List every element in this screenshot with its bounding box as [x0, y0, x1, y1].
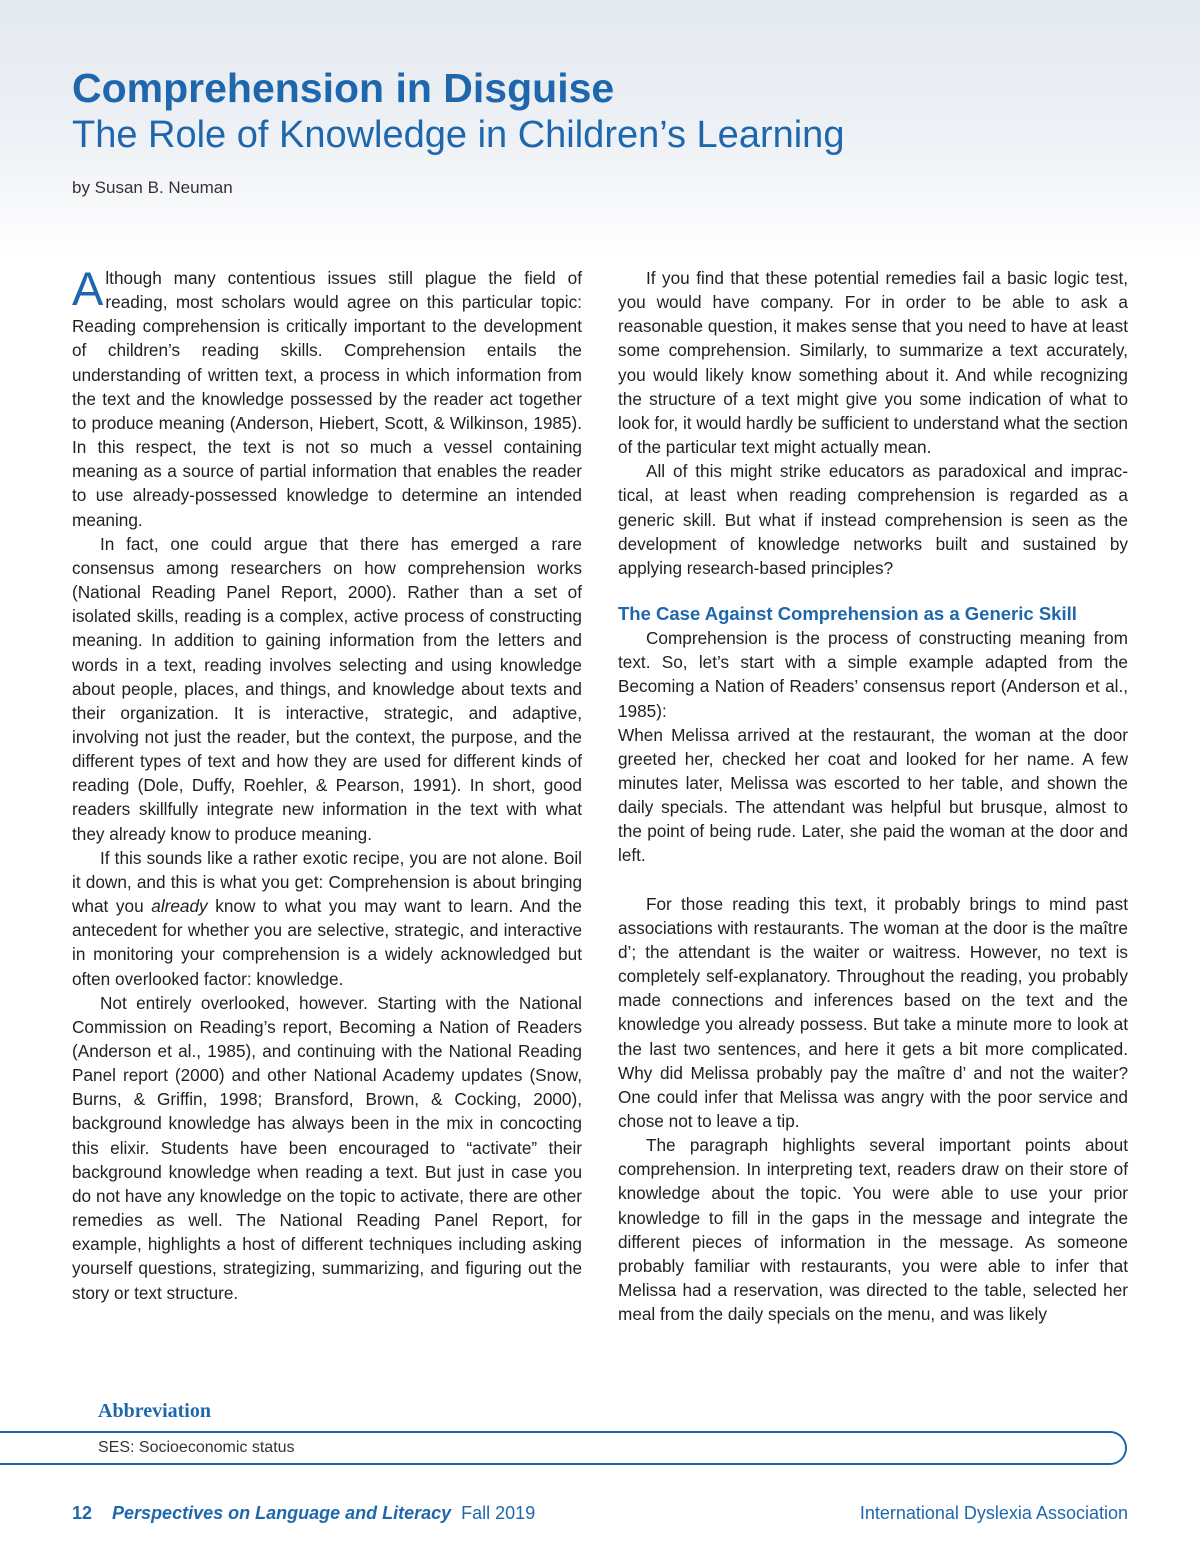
- issue-date: Fall 2019: [461, 1503, 536, 1523]
- article-title: Comprehension in Disguise: [72, 65, 615, 111]
- organization-name: International Dyslexia Association: [859, 1503, 1128, 1523]
- section-heading: The Case Against Comprehension as a Generic Skill: [618, 603, 1077, 625]
- article-subtitle: The Role of Knowledge in Children’s Learning: [72, 114, 845, 156]
- paragraph: The paragraph highlights several important points about comprehension. In interpreting text, readers draw on their store of knowledge about the topic. You were able to use your prior knowledge to fill in the gaps in the message and integrate the different pieces of information in the message. As someone probably familiar with restaurants, you were able to infer that Melissa had a reservation, was directed to the table, selected her meal from the daily specials on the menu, and was likely: [618, 1135, 1128, 1325]
- paragraph: Not entirely overlooked, however. Starting with the National Commission on Reading’s report, Becoming a Nation of Readers (Anderson et al., 1985), and continuing with the National Reading Panel report (2000) and other National Academy updates (Snow, Burns, & Griffin, 1998; Bransford, Brown, & Cocking, 2000), background knowledge has always been in the mix in concocting this elixir. Students have been encouraged to “activate” their background knowledge when reading a text. But just in case you do not have any knowledge on the topic to activate, there are other remedies as well. The National Reading Panel Report, for example, highlights a host of different techniques including asking yourself questions, strategizing, summarizing, and figuring out the story or text structure.: [72, 992, 582, 1303]
- page-footer: [72, 1500, 1128, 1526]
- page-number: 12: [72, 1503, 93, 1523]
- drop-cap: A: [72, 262, 104, 315]
- paragraph: [72, 846, 582, 991]
- right-column: [618, 266, 1128, 1326]
- byline: by Susan B. Neuman: [72, 178, 233, 197]
- paragraph-text: If this sounds like a rather exotic recipe, you are not alone. Boil it down, and this is what you get: Comprehension is about bringing what you: [72, 847, 582, 917]
- abbreviation-text: SES: Socioeconomic status: [98, 1439, 295, 1456]
- emphasis-text: already: [151, 896, 208, 917]
- paragraph-text: lthough many contentious issues still plague the field of reading, most scholars would agree on this particular topic: Reading comprehension is critically important to the development of children’s reading skills. Comprehension entails the understanding of written text, a process in which information from the text and the knowledge possessed by the reader act together to produce meaning (Anderson, Hiebert, Scott, & Wilkinson, 1985). In this respect, the text is not so much a vessel containing meaning as a source of partial information that enables the reader to use already-possessed knowledge to determine an intended meaning.: [72, 268, 582, 530]
- journal-name: Perspectives on Language and Literacy: [112, 1503, 452, 1523]
- paragraph: [72, 262, 582, 532]
- left-column: [72, 262, 582, 1305]
- paragraph: All of this might strike educators as paradoxical and impractical, at least when reading comprehension is regarded as a generic skill. But what if instead comprehension is seen as the development of knowledge networks built and sustained by applying research-based principles?: [618, 461, 1128, 578]
- paragraph: If you find that these potential remedies fail a basic logic test, you would have company. For in order to be able to ask a reasonable question, it makes sense that you need to have at least some comprehension. Similarly, to summarize a text accurately, you would likely know something about it. And while recognizing the structure of a text might give you some indication of what to look for, it would hardly be sufficient to understand what the section of the particular text might actually mean.: [618, 268, 1128, 458]
- paragraph: In fact, one could argue that there has emerged a rare consensus among researchers on how comprehension works (National Reading Panel Report, 2000). Rather than a set of isolated skills, reading is a complex, active process of constructing meaning. In addition to gaining information from the letters and words in a text, reading involves selecting and using knowledge about people, places, and things, and knowledge about texts and their organization. It is interactive, strategic, and adaptive, involving not just the reader, but the context, the purpose, and the different types of text and how they are used for different kinds of reading (Dole, Duffy, Roehler, & Pearson, 1991). In short, good readers skillfully integrate new information in the text with what they already know to produce meaning.: [72, 533, 582, 844]
- abbreviation-heading: Abbreviation: [98, 1400, 211, 1422]
- paragraph: Comprehension is the process of constructing meaning from text. So, let’s start with a simple example adapted from the Becoming a Nation of Readers’ consensus report (Anderson et al., 1985):: [618, 628, 1128, 721]
- paragraph-text: know to what you may want to learn. And the antecedent for whether you are selective, strategic, and interactive in monitoring your comprehension is a widely acknowledged but often overlooked factor: knowledge.: [72, 896, 582, 989]
- paragraph: For those reading this text, it probably brings to mind past associations with restaurants. The woman at the door is the maître d’; the attendant is the waiter or waitress. However, no text is completely self-explanatory. Throughout the reading, you probably made connections and inferences based on the text and the knowledge you already possess. But take a minute more to look at the last two sentences, and here it gets a bit more complicated. Why did Melissa probably pay the maître d’ and not the waiter? One could infer that Melissa was angry with the poor service and chose not to leave a tip.: [618, 893, 1128, 1131]
- block-quote: When Melissa arrived at the restaurant, the woman at the door greeted her, checked her coat and looked for her name. A few minutes later, Melissa was escorted to her table, and shown the daily specials. The attendant was helpful but brusque, almost to the point of being rude. Later, she paid the woman at the door and left.: [618, 724, 1128, 866]
